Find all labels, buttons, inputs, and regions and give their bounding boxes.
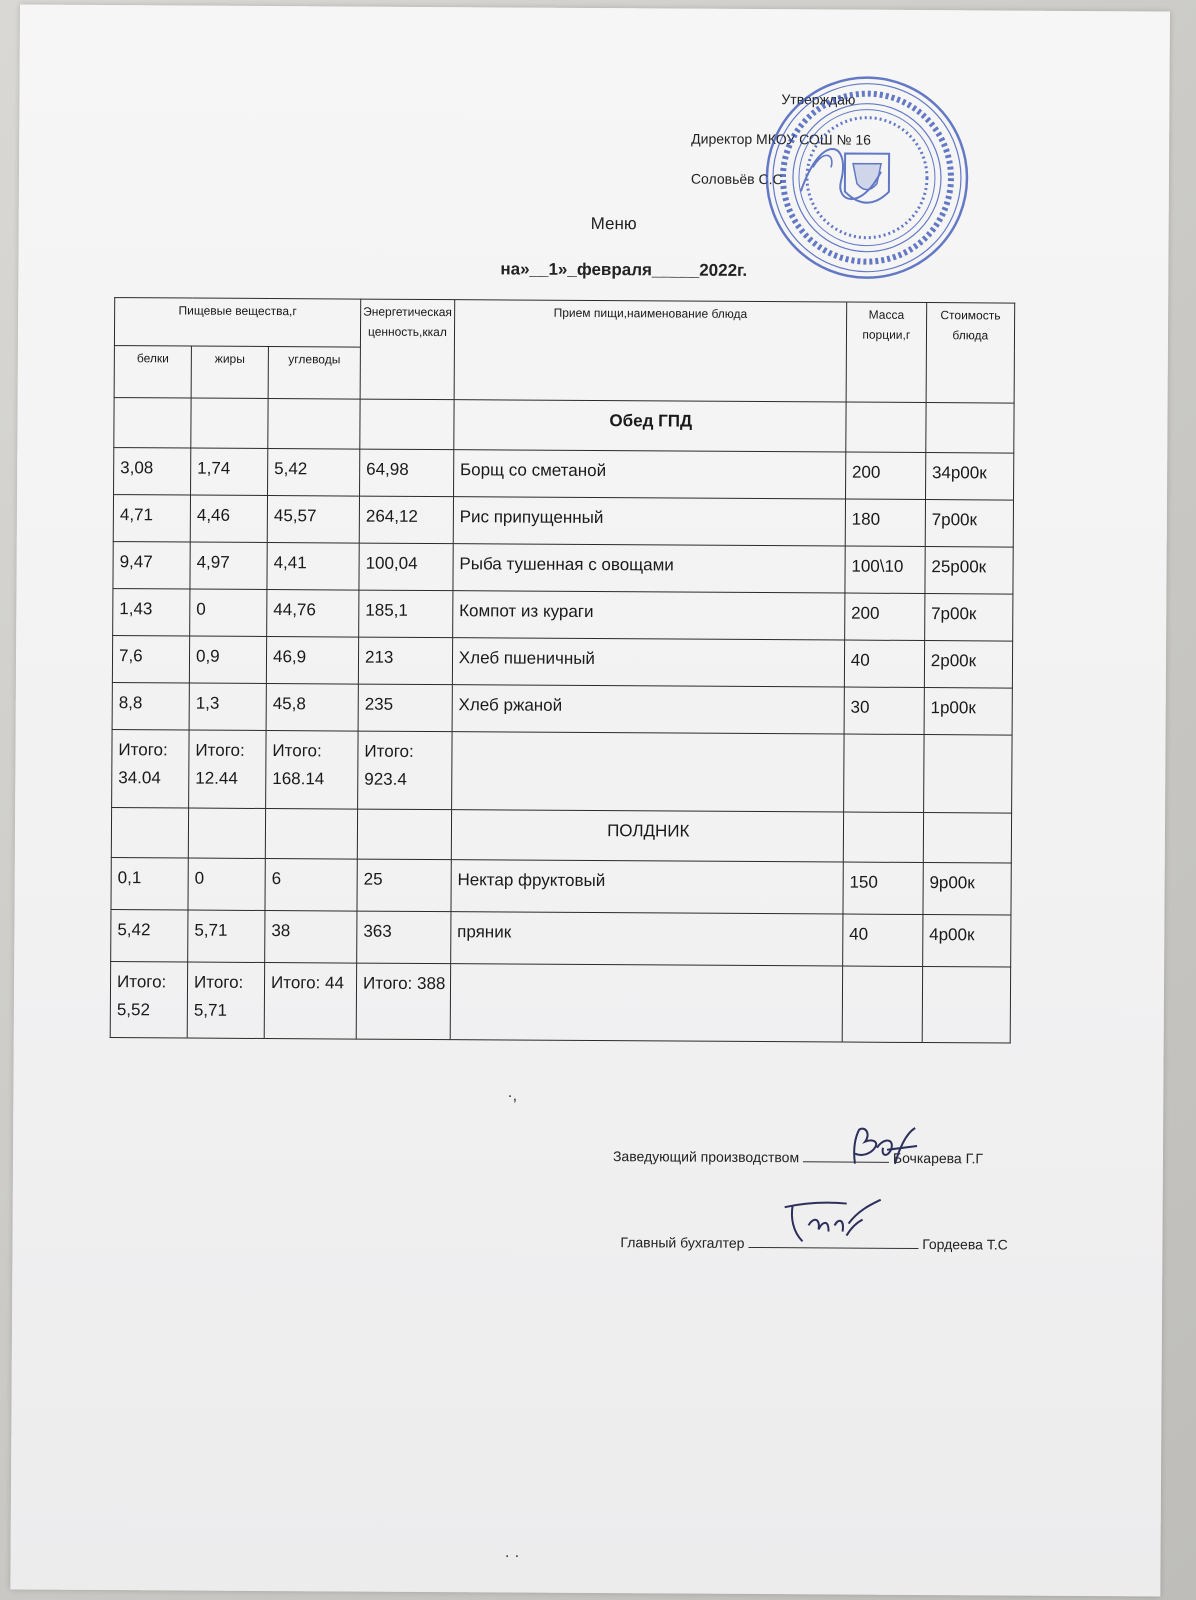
cell-fats: 0,9 xyxy=(189,636,266,683)
cell-dish: Борщ со сметаной xyxy=(453,450,845,499)
document-sheet xyxy=(10,4,1170,1596)
empty-cell xyxy=(268,399,360,450)
empty-cell xyxy=(450,964,842,1042)
cell-dish: Рыба тушенная с овощами xyxy=(453,544,845,593)
table-row xyxy=(114,448,1014,500)
cell-proteins: 0,1 xyxy=(111,858,188,910)
section-row xyxy=(114,398,1014,453)
total-energy: Итого: 388 xyxy=(356,963,450,1040)
cell-proteins: 3,08 xyxy=(114,448,191,495)
document-title: Меню xyxy=(590,213,637,234)
cell-fats: 1,74 xyxy=(191,448,268,495)
cell-carbs: 6 xyxy=(265,859,357,912)
total-proteins: Итого: 34.04 xyxy=(112,730,189,808)
cell-fats: 0 xyxy=(190,589,267,636)
cell-mass: 40 xyxy=(844,640,924,687)
cell-cost: 34р00к xyxy=(925,453,1013,501)
cell-mass: 40 xyxy=(842,914,922,966)
cell-mass: 200 xyxy=(844,593,924,640)
total-proteins: Итого: 5,52 xyxy=(110,962,187,1038)
empty-cell xyxy=(923,813,1011,864)
cell-dish: Компот из кураги xyxy=(452,591,844,640)
cell-proteins: 7,6 xyxy=(112,636,189,683)
header-carbs: углеводы xyxy=(268,347,360,400)
total-fats: Итого: 5,71 xyxy=(187,962,264,1038)
empty-cell xyxy=(360,399,454,450)
table-row xyxy=(113,589,1013,641)
cell-carbs: 45,8 xyxy=(266,684,358,732)
cell-proteins: 9,47 xyxy=(113,542,190,589)
cell-dish: Хлеб пшеничный xyxy=(452,638,844,687)
header-nutrients: Пищевые вещества,г xyxy=(114,298,360,348)
cell-fats: 1,3 xyxy=(189,683,266,730)
cell-energy: 264,12 xyxy=(359,496,453,544)
cell-carbs: 5,42 xyxy=(268,449,360,497)
cell-fats: 4,97 xyxy=(190,542,267,589)
ink-dot-mark: ·, xyxy=(507,1087,518,1105)
empty-cell xyxy=(188,808,265,858)
cell-proteins: 8,8 xyxy=(112,683,189,730)
totals-row xyxy=(112,730,1012,813)
chef-role: Заведующий производством xyxy=(612,1148,800,1166)
cell-cost: 4р00к xyxy=(922,915,1010,968)
table-row xyxy=(111,910,1011,967)
chef-name: Бочкарева Г.Г xyxy=(892,1149,984,1167)
section-title: Обед ГПД xyxy=(454,400,846,452)
cell-energy: 235 xyxy=(358,684,452,732)
header-mass: Масса порции,г xyxy=(846,302,927,402)
cell-energy: 25 xyxy=(357,859,451,912)
section-title: ПОЛДНИК xyxy=(451,810,843,862)
document-date: на»__1»_февраля_____2022г. xyxy=(500,259,748,280)
empty-cell xyxy=(265,809,357,860)
header-proteins: белки xyxy=(114,346,191,398)
cell-fats: 0 xyxy=(188,858,265,910)
ink-dot-mark: · · xyxy=(504,1547,520,1565)
accountant-role: Главный бухгалтер xyxy=(620,1234,745,1251)
cell-cost: 1р00к xyxy=(924,688,1012,736)
table-row xyxy=(113,542,1013,594)
cell-mass: 200 xyxy=(845,452,925,499)
table-row xyxy=(113,495,1013,547)
empty-cell xyxy=(926,403,1014,454)
cell-fats: 5,71 xyxy=(188,910,265,962)
empty-cell xyxy=(922,967,1010,1044)
cell-fats: 4,46 xyxy=(190,495,267,542)
cell-proteins: 5,42 xyxy=(111,910,188,962)
table-row xyxy=(111,858,1011,915)
header-energy: Энергетическая ценность,ккал xyxy=(360,299,454,400)
total-carbs: Итого: 44 xyxy=(264,962,356,1039)
signature-line-chef xyxy=(613,1146,983,1166)
empty-cell xyxy=(451,732,843,812)
approval-line-2: Директор МКОУ СОШ № 16 xyxy=(691,130,872,148)
accountant-handwritten-signature xyxy=(762,1195,892,1252)
menu-table xyxy=(110,297,1015,1043)
empty-cell xyxy=(111,808,188,858)
cell-carbs: 44,76 xyxy=(267,590,359,638)
accountant-name: Гордеева Т.С xyxy=(922,1236,1008,1253)
cell-proteins: 4,71 xyxy=(113,495,190,542)
header-dish: Прием пищи,наименование блюда xyxy=(454,300,847,402)
empty-cell xyxy=(114,398,191,448)
cell-dish: Нектар фруктовый xyxy=(451,860,843,914)
cell-cost: 7р00к xyxy=(924,594,1012,642)
cell-carbs: 38 xyxy=(265,911,357,964)
empty-cell xyxy=(843,812,923,862)
table-row xyxy=(112,683,1012,735)
school-seal-stamp xyxy=(760,71,973,284)
totals-row xyxy=(110,962,1010,1043)
cell-mass: 30 xyxy=(844,687,924,734)
total-carbs: Итого: 168.14 xyxy=(266,731,358,810)
cell-cost: 25р00к xyxy=(925,547,1013,595)
header-fats: жиры xyxy=(191,346,268,398)
section-row xyxy=(111,808,1011,863)
cell-energy: 100,04 xyxy=(359,543,453,591)
total-energy: Итого: 923.4 xyxy=(358,731,452,810)
approval-line-3: Соловьёв С.С xyxy=(690,170,783,188)
cell-cost: 2р00к xyxy=(924,641,1012,689)
cell-carbs: 4,41 xyxy=(267,543,359,591)
cell-mass: 180 xyxy=(845,499,925,546)
cell-proteins: 1,43 xyxy=(113,589,190,636)
menu-table-wrap xyxy=(110,297,1015,1043)
cell-dish: Рис припущенный xyxy=(453,497,845,546)
chef-handwritten-signature xyxy=(825,1119,925,1180)
cell-energy: 185,1 xyxy=(359,590,453,638)
empty-cell xyxy=(191,398,268,448)
empty-cell xyxy=(843,734,923,812)
cell-carbs: 45,57 xyxy=(267,496,359,544)
empty-cell xyxy=(357,809,451,860)
cell-dish: Хлеб ржаной xyxy=(452,685,844,734)
cell-carbs: 46,9 xyxy=(266,637,358,685)
cell-mass: 150 xyxy=(843,862,923,914)
table-row xyxy=(112,636,1012,688)
empty-cell xyxy=(842,966,922,1042)
approval-line-1: Утверждаю xyxy=(781,91,856,108)
total-fats: Итого: 12.44 xyxy=(189,730,266,808)
cell-dish: пряник xyxy=(450,912,842,966)
cell-cost: 7р00к xyxy=(925,500,1013,548)
cell-energy: 64,98 xyxy=(360,449,454,497)
empty-cell xyxy=(923,735,1011,814)
cell-energy: 213 xyxy=(358,637,452,685)
header-cost: Стоимость блюда xyxy=(926,303,1015,404)
cell-energy: 363 xyxy=(357,911,451,964)
cell-mass: 100\10 xyxy=(845,546,925,593)
cell-cost: 9р00к xyxy=(923,863,1011,916)
empty-cell xyxy=(846,402,926,452)
